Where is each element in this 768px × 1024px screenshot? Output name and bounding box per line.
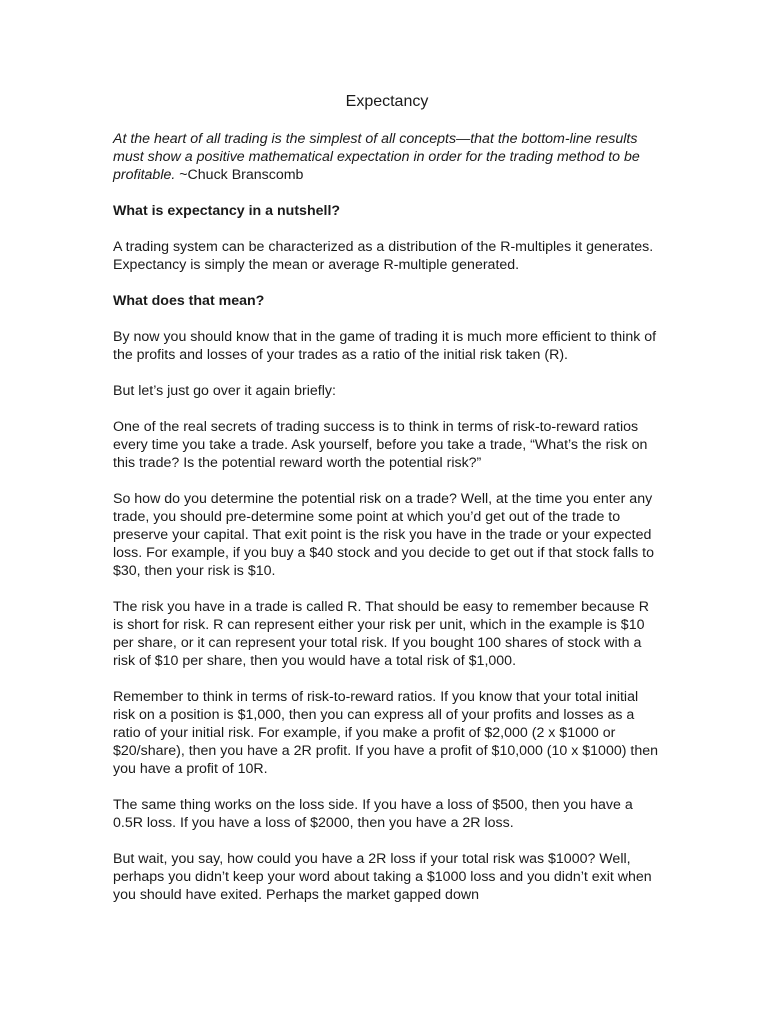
paragraph-r-ratio: By now you should know that in the game of trading it is much more efficient to think of the profits and losses of your trades as a ratio of the initial risk taken (R). xyxy=(113,329,657,363)
paragraph-determine-risk: So how do you determine the potential risk on a trade? Well, at the time you enter any trade, you should pre-determine some point at which you’d get out of the trade to preserve your capital. That exit point is the risk you have in the trade or your expected loss. For example, if you buy a $40 stock and you decide to get out if that stock falls to $30, then your risk is $10. xyxy=(113,491,654,579)
paragraph-briefly: But let’s just go over it again briefly: xyxy=(113,383,336,399)
paragraph-2r-loss: But wait, you say, how could you have a 2R loss if your total risk was $1000? Well, perhaps you didn’t keep your word about taking a $1000 loss and you didn’t exit when you should have exited. Perhaps the market gapped down xyxy=(113,851,652,903)
section-heading-meaning: What does that mean? xyxy=(113,293,265,309)
paragraph-ratios: Remember to think in terms of risk-to-reward ratios. If you know that your total initial risk on a position is $1,000, then you can express all of your profits and losses as a ratio of your initial risk. For example, if you make a profit of $2,000 (2 x $1000 or $20/share), then you have a 2R profit. If you have a profit of $10,000 (10 x $1000) then you have a profit of 10R. xyxy=(113,689,658,777)
paragraph-risk-called-r: The risk you have in a trade is called R. That should be easy to remember because R is short for risk. R can represent either your risk per unit, which in the example is $10 per share, or it can represent your total risk. If you bought 100 shares of stock with a risk of $10 per share, then you would have a total risk of $1,000. xyxy=(113,599,649,669)
quote-attribution: ~Chuck Branscomb xyxy=(175,167,304,183)
paragraph-definition: A trading system can be characterized as a distribution of the R-multiples it generates. Expectancy is simply the mean or average R-multiple generated. xyxy=(113,239,654,273)
paragraph-loss-side: The same thing works on the loss side. If you have a loss of $500, then you have a 0.5R loss. If you have a loss of $2000, then you have a 2R loss. xyxy=(113,797,633,831)
section-heading-nutshell: What is expectancy in a nutshell? xyxy=(113,203,341,219)
epigraph-quote xyxy=(113,130,661,184)
paragraph-risk-reward: One of the real secrets of trading success is to think in terms of risk-to-reward ratios every time you take a trade. Ask yourself, before you take a trade, “What’s the risk on this trade? Is the potential reward worth the potential risk?” xyxy=(113,419,648,471)
document-page xyxy=(113,92,661,922)
quote-text: At the heart of all trading is the simplest of all concepts—that the bottom-line results must show a positive mathematical expectation in order for the trading method to be profitable. xyxy=(113,131,640,183)
page-title: Expectancy xyxy=(345,93,429,110)
